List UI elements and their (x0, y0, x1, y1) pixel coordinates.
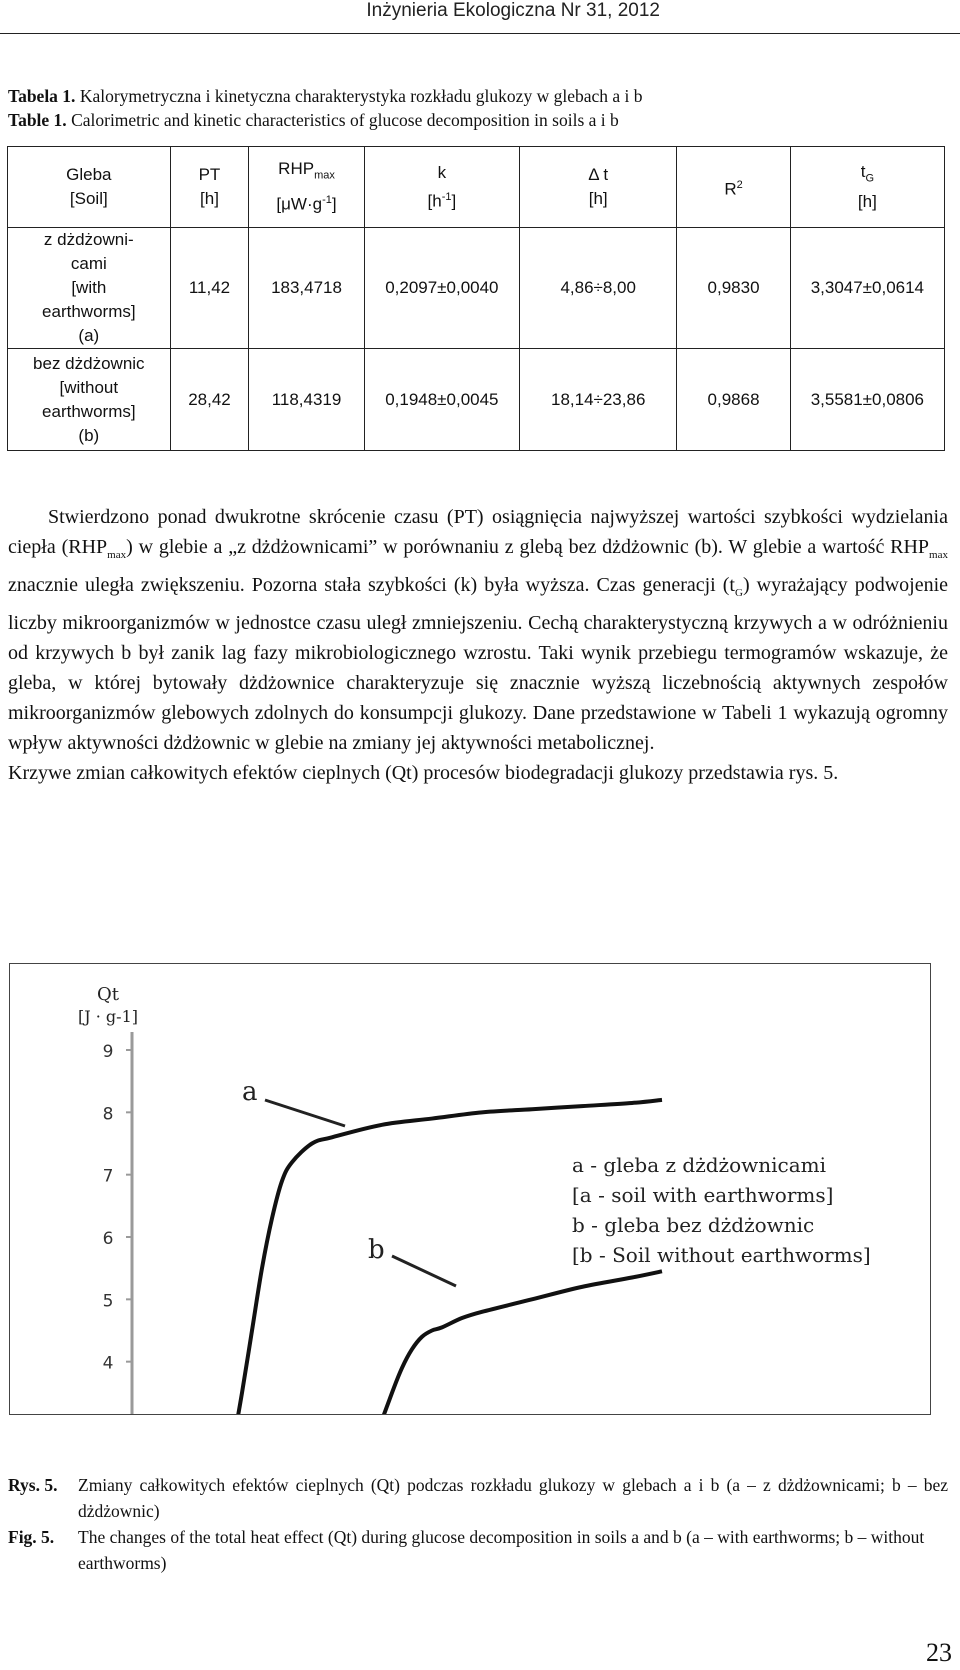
header-rhp-main: RHP (278, 159, 315, 179)
header-rhp-unit-end: ] (331, 194, 337, 214)
header-soil-line: [Soil] (69, 189, 108, 208)
qt-chart (10, 964, 930, 1414)
figure-5 (9, 963, 931, 1415)
figure-caption-en (8, 1524, 948, 1576)
figure-caption-pl-label: Rys. 5. (8, 1475, 58, 1495)
curve-label-a: a (242, 1077, 258, 1107)
header-k-main: k (437, 162, 447, 182)
table-caption-pl-label: Tabela 1. (8, 86, 76, 106)
header-rhp-unit: [μW·g (276, 194, 323, 214)
figure-caption (8, 1472, 948, 1576)
cell-pt: 11,42 (170, 228, 249, 349)
cell-r2: 0,9830 (677, 228, 790, 349)
soil-line: [without (59, 377, 119, 397)
cell-tg: 3,3047±0,0614 (790, 228, 944, 349)
row-b-soil (8, 349, 171, 451)
paragraph-1 (8, 502, 948, 758)
soil-line: bez dżdżownic (33, 353, 145, 373)
header-pt-line: PT (198, 165, 221, 184)
header-r2 (677, 147, 790, 228)
header-pt-line: [h] (200, 189, 219, 208)
header-r2-sup: 2 (736, 178, 743, 191)
body-text (8, 502, 948, 788)
soil-line: (a) (78, 326, 100, 345)
cell-tg: 3,5581±0,0806 (790, 349, 944, 451)
y-axis-unit: [J · g-1] (78, 1007, 138, 1026)
table-caption-pl-text: Kalorymetryczna i kinetyczna charakterystyka rozkładu glukozy w glebach a i b (79, 86, 643, 106)
header-tg (790, 147, 944, 228)
header-dt (520, 147, 677, 228)
cell-r2: 0,9868 (677, 349, 790, 451)
para-fragment: ) w glebie a „z dżdżownicami” w porównaniu z glebą bez dżdżownic (b). W glebie a wartość RHP (126, 536, 930, 558)
figure-caption-pl-text: Zmiany całkowitych efektów cieplnych (Qt) podczas rozkładu glukozy w glebach a i b (a – z dżdżownicami; b – bez dżdżownic) (78, 1475, 948, 1521)
header-rhp-sub: max (314, 169, 335, 182)
soil-line: (b) (78, 425, 100, 445)
header-soil-line: Gleba (66, 165, 112, 184)
soil-line: earthworms] (42, 401, 136, 421)
header-tg-main: t (860, 161, 866, 181)
table-row (8, 349, 945, 451)
header-dt-line: [h] (588, 189, 608, 208)
page-number: 23 (926, 1638, 952, 1667)
row-a-soil (8, 228, 171, 349)
soil-line: [with (71, 278, 107, 297)
legend-entry: [b - Soil without earthworms] (572, 1243, 871, 1267)
table-header-row (8, 147, 945, 228)
cell-dt: 18,14÷23,86 (520, 349, 677, 451)
cell-dt: 4,86÷8,00 (520, 228, 677, 349)
cell-rhp: 183,4718 (249, 228, 364, 349)
header-dt-line: Δ t (588, 165, 609, 184)
para-fragment: Stwierdzono ponad dwukrotne skrócenie czasu (PT) osiągnięcia najwyższej wartości szybkości wydzielania ciepła (RHP (8, 506, 948, 558)
cell-pt: 28,42 (170, 349, 249, 451)
table-caption-en-label: Table 1. (8, 110, 67, 130)
journal-title: Inżynieria Ekologiczna Nr 31, 2012 (366, 0, 660, 21)
table-row (8, 228, 945, 349)
y-tick-label: 9 (102, 1042, 114, 1062)
y-tick-label: 5 (102, 1291, 114, 1312)
header-r2-main: R (724, 179, 737, 199)
series-b-line (132, 1271, 662, 1414)
curve-label-b: b (368, 1235, 385, 1265)
paragraph-2: Krzywe zmian całkowitych efektów cieplnych (Qt) procesów biodegradacji glukozy przedstawia rys. 5. (8, 762, 839, 784)
cell-k: 0,1948±0,0045 (364, 349, 519, 451)
header-tg-unit: [h] (857, 192, 877, 212)
cell-rhp: 118,4319 (249, 349, 364, 451)
y-axis-title: Qt (97, 984, 119, 1005)
legend-entry: b - gleba bez dżdżownic (572, 1213, 815, 1237)
y-tick-label: 8 (102, 1104, 114, 1125)
curve-a-pointer (265, 1100, 345, 1126)
running-header (0, 0, 960, 30)
header-rhp (249, 147, 364, 228)
table-caption-pl (8, 84, 948, 108)
legend-entry: a - gleba z dżdżownicami (572, 1153, 827, 1177)
y-tick-label: 6 (102, 1229, 114, 1249)
figure-caption-en-label: Fig. 5. (8, 1527, 55, 1547)
soil-line: earthworms] (42, 302, 136, 321)
header-tg-sub: G (865, 172, 874, 185)
table-caption (8, 84, 948, 132)
curve-b-pointer (392, 1256, 456, 1286)
para-fragment: ) wyrażający podwojenie liczby mikroorganizmów w jednostce czasu uległ zmniejszeniu. Cechą charakterystyczną krzywych a w odróżnieniu od krzywych b był zanik lag fazy mikrobiologicznego wzrostu. Taki wynik przebiegu termogramów wskazuje, że gleba, w której bytowały dżdżownice charakteryzuje się znacznie wyższą liczebnością aktywnych zespołów mikroorganizmów glebowych zdolnych do konsumpcji glukozy. Dane przedstawione w Tabeli 1 wykazują ogromny wpływ aktywności dżdżownic w glebie na zmiany jej aktywności metabolicznej. (8, 574, 949, 754)
figure-caption-pl (8, 1472, 948, 1524)
header-rhp-unit-sup: -1 (322, 193, 332, 206)
para-subscript: max (107, 549, 127, 561)
y-tick-label: 7 (102, 1166, 114, 1187)
y-tick-label: 4 (102, 1353, 114, 1374)
para-fragment: znacznie uległa zwiększeniu. Pozorna stała szybkości (k) była wyższa. Czas generacji (t (8, 574, 735, 596)
header-k (364, 147, 519, 228)
header-pt (170, 147, 249, 228)
para-subscript: G (734, 587, 743, 599)
table-caption-en (8, 108, 948, 132)
header-soil (8, 147, 171, 228)
soil-line: z dżdżowni- (43, 230, 134, 249)
header-k-unit-sup: -1 (441, 190, 452, 203)
para-subscript: max (929, 549, 948, 561)
header-k-unit-end: ] (451, 191, 457, 211)
cell-k: 0,2097±0,0040 (364, 228, 519, 349)
table-caption-en-text: Calorimetric and kinetic characteristics of glucose decomposition in soils a i b (71, 110, 619, 130)
header-k-unit: [h (427, 191, 442, 211)
header-divider (0, 33, 960, 34)
results-table (7, 146, 945, 451)
legend-entry: [a - soil with earthworms] (572, 1183, 834, 1207)
soil-line: cami (70, 254, 107, 273)
figure-caption-en-text: The changes of the total heat effect (Qt) during glucose decomposition in soils a and b (a – with earthworms; b – without earthworms) (78, 1527, 925, 1573)
